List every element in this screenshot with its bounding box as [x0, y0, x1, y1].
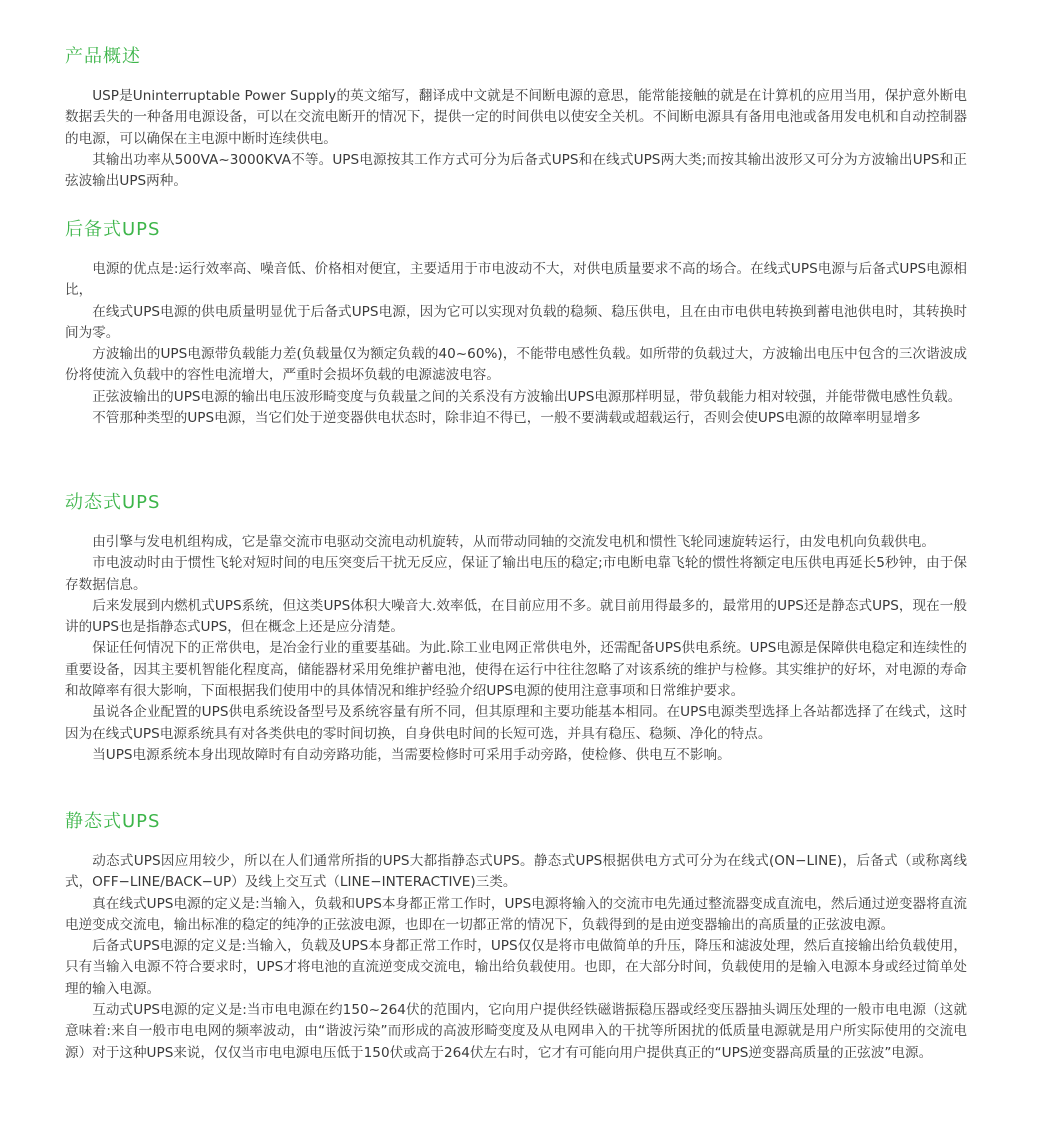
- paragraph: 当UPS电源系统本身出现故障时有自动旁路功能，当需要检修时可采用手动旁路，使检修、供电互不影响。: [92, 746, 731, 763]
- paragraph: 虽说各企业配置的UPS供电系统设备型号及系统容量有所不同，但其原理和主要功能基本相同。在UPS电源类型选择上各站都选择了在线式，这时因为在线式UPS电源系统具有对各类供电的零时间切换，自身供电时间的长短可选，并具有稳压、稳频、净化的特点。: [65, 704, 967, 742]
- paragraph: 真在线式UPS电源的定义是:当输入，负载和UPS本身都正常工作时，UPS电源将输入的交流市电先通过整流器变成直流电，然后通过逆变器将直流电逆变成交流电，输出标准的稳定的纯净的正弦波电源，也即在一切都正常的情况下，负载得到的是由逆变器输出的高质量的正弦波电源。: [65, 895, 967, 933]
- paragraph: 正弦波输出的UPS电源的输出电压波形畸变度与负载量之间的关系没有方波输出UPS电源那样明显，带负载能力相对较强，并能带微电感性负载。: [92, 388, 962, 405]
- section-standby-ups: [65, 217, 967, 429]
- paragraph: 在线式UPS电源的供电质量明显优于后备式UPS电源，因为它可以实现对负载的稳频、稳压供电，且在由市电供电转换到蓄电池供电时，其转换时间为零。: [65, 303, 967, 341]
- section-title: 静态式UPS: [65, 811, 161, 832]
- section-title: 产品概述: [65, 46, 141, 67]
- paragraph: 后备式UPS电源的定义是:当输入，负载及UPS本身都正常工作时，UPS仅仅是将市电做简单的升压，降压和滤波处理，然后直接输出给负载使用，只有当输入电源不符合要求时，UPS才将电池的直流逆变成交流电，输出给负载使用。也即，在大部分时间，负载使用的是输入电源本身或经过简单处理的输入电源。: [65, 938, 967, 997]
- paragraph: 其输出功率从500VA~3000KVA不等。UPS电源按其工作方式可分为后备式UPS和在线式UPS两大类;而按其输出波形又可分为方波输出UPS和正弦波输出UPS两种。: [65, 151, 967, 190]
- section-dynamic-ups: [65, 490, 967, 766]
- section-title: 动态式UPS: [65, 492, 161, 513]
- section-title: 后备式UPS: [65, 219, 161, 240]
- paragraph: 市电波动时由于惯性飞轮对短时间的电压突变后干扰无反应，保证了输出电压的稳定;市电断电靠飞轮的惯性将额定电压供电再延长5秒钟，由于保存数据信息。: [65, 555, 967, 593]
- paragraph: 保证任何情况下的正常供电，是冶金行业的重要基础。为此.除工业电网正常供电外，还需配备UPS供电系统。UPS电源是保障供电稳定和连续性的重要设备，因其主要机智能化程度高，储能器材采用免维护蓄电池，使得在运行中往往忽略了对该系统的维护与检修。其实维护的好坏，对电源的寿命和故障率有很大影响，下面根据我们使用中的具体情况和维护经验介绍UPS电源的使用注意事项和日常维护要求。: [65, 640, 967, 700]
- paragraph: 方波输出的UPS电源带负载能力差(负载量仅为额定负载的40~60%)，不能带电感性负载。如所带的负载过大，方波输出电压中包含的三次谐波成份将使流入负载中的容性电流增大，严重时会损坏负载的电源滤波电容。: [65, 346, 967, 384]
- paragraph: 后来发展到内燃机式UPS系统，但这类UPS体积大噪音大.效率低，在目前应用不多。就目前用得最多的，最常用的UPS还是静态式UPS，现在一般讲的UPS也是指静态式UPS，但在概念上还是应分清楚。: [65, 597, 967, 636]
- paragraph: 动态式UPS因应用较少，所以在人们通常所指的UPS大都指静态式UPS。静态式UPS根据供电方式可分为在线式(ON−LINE)，后备式（或称离线式，OFF−LINE/BACK−UP）及线上交互式（LINE−INTERACTIVE)三类。: [65, 853, 967, 891]
- paragraph: USP是Uninterruptable Power Supply的英文缩写，翻译成中文就是不间断电源的意思，能常能接触的就是在计算机的应用当用，保护意外断电数据丢失的一种备用电源设备，可以在交流电断开的情况下，提供一定的时间供电以使安全关机。不间断电源具有备用电池或备用发电机和自动控制器的电源，可以确保在主电源中断时连续供电。: [65, 88, 967, 147]
- paragraph: 不管那种类型的UPS电源，当它们处于逆变器供电状态时，除非迫不得已，一般不要满载或超载运行，否则会使UPS电源的故障率明显增多: [92, 410, 921, 427]
- paragraph: 电源的优点是:运行效率高、噪音低、价格相对便宜，主要适用于市电波动不大，对供电质量要求不高的场合。在线式UPS电源与后备式UPS电源相比，: [65, 261, 967, 299]
- section-static-ups: [65, 809, 967, 1064]
- paragraph: 互动式UPS电源的定义是:当市电电源在约150~264伏的范围内，它向用户提供经铁磁谐振稳压器或经变压器抽头调压处理的一般市电电源（这就意味着:来自一般市电电网的频率波动，由“谐波污染”而形成的高波形畸变度及从电网串入的干扰等所困扰的低质量电源就是用户所实际使用的交流电源）对于这种UPS来说，仅仅当市电电源电压低于150伏或高于264伏左右时，它才有可能向用户提供真正的“UPS逆变器高质量的正弦波”电源。: [65, 1002, 967, 1061]
- paragraph: 由引擎与发电机组构成，它是靠交流市电驱动交流电动机旋转，从而带动同轴的交流发电机和惯性飞轮同速旋转运行，由发电机向负载供电。: [92, 534, 935, 550]
- section-product-overview: [65, 44, 967, 192]
